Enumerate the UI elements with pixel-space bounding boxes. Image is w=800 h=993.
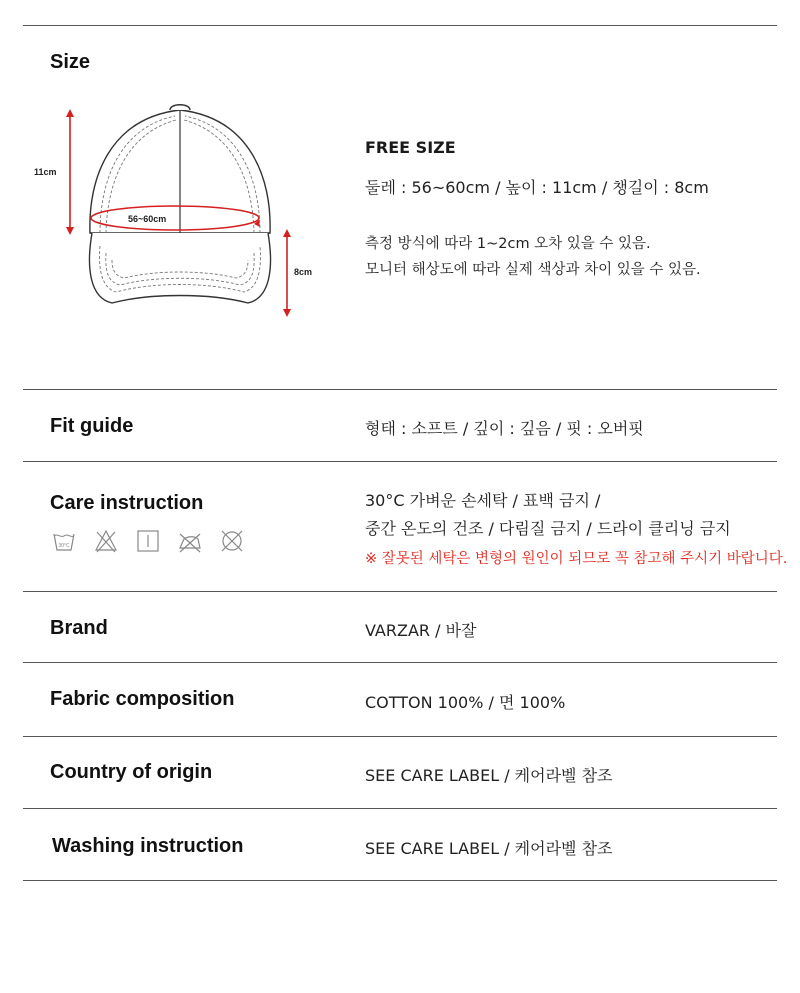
divider <box>23 591 777 592</box>
hand-wash-30-icon <box>52 528 76 554</box>
no-dry-clean-icon <box>220 528 244 554</box>
care-warning: ※ 잘못된 세탁은 변형의 원인이 되므로 꼭 참고해 주시기 바랍니다. <box>365 551 788 567</box>
care-line-1: 30°C 가벼운 손세탁 / 표백 금지 / <box>365 491 601 510</box>
cap-button-icon <box>170 105 190 110</box>
fit-guide-heading: Fit guide <box>50 415 134 437</box>
care-heading: Care instruction <box>50 492 204 514</box>
bottom-divider <box>23 880 777 881</box>
free-size-title: FREE SIZE <box>365 138 456 157</box>
care-icons <box>52 528 244 554</box>
care-line-2: 중간 온도의 건조 / 다림질 금지 / 드라이 클리닝 금지 <box>365 519 731 538</box>
no-iron-icon <box>178 528 202 554</box>
cap-size-diagram <box>20 98 320 328</box>
no-bleach-icon <box>94 528 118 554</box>
size-heading: Size <box>50 51 91 73</box>
tumble-dry-medium-icon <box>136 528 160 554</box>
divider <box>23 736 777 737</box>
circumference-label: 56~60cm <box>128 214 167 224</box>
divider <box>23 662 777 663</box>
size-note-1: 측정 방식에 따라 1~2cm 오차 있을 수 있음. <box>365 236 651 252</box>
brim-label: 8cm <box>294 267 313 277</box>
fabric-heading: Fabric composition <box>50 688 235 710</box>
washing-heading: Washing instruction <box>52 835 244 857</box>
washing-value: SEE CARE LABEL / 케어라벨 참조 <box>365 839 613 858</box>
fabric-value: COTTON 100% / 면 100% <box>365 693 566 712</box>
cap-brim-outline <box>89 233 270 303</box>
origin-value: SEE CARE LABEL / 케어라벨 참조 <box>365 766 613 785</box>
svg-text:30°C: 30°C <box>58 543 70 549</box>
size-note-2: 모니터 해상도에 따라 실제 색상과 차이 있을 수 있음. <box>365 262 701 278</box>
height-label: 11cm <box>34 167 57 177</box>
divider <box>23 461 777 462</box>
fit-guide-value: 형태 : 소프트 / 깊이 : 깊음 / 핏 : 오버핏 <box>365 419 644 438</box>
top-divider <box>23 25 777 26</box>
size-dimensions: 둘레 : 56~60cm / 높이 : 11cm / 챙길이 : 8cm <box>365 178 709 197</box>
divider <box>23 389 777 390</box>
divider <box>23 808 777 809</box>
brand-heading: Brand <box>50 617 108 639</box>
origin-heading: Country of origin <box>50 761 213 783</box>
brand-value: VARZAR / 바잘 <box>365 621 477 640</box>
